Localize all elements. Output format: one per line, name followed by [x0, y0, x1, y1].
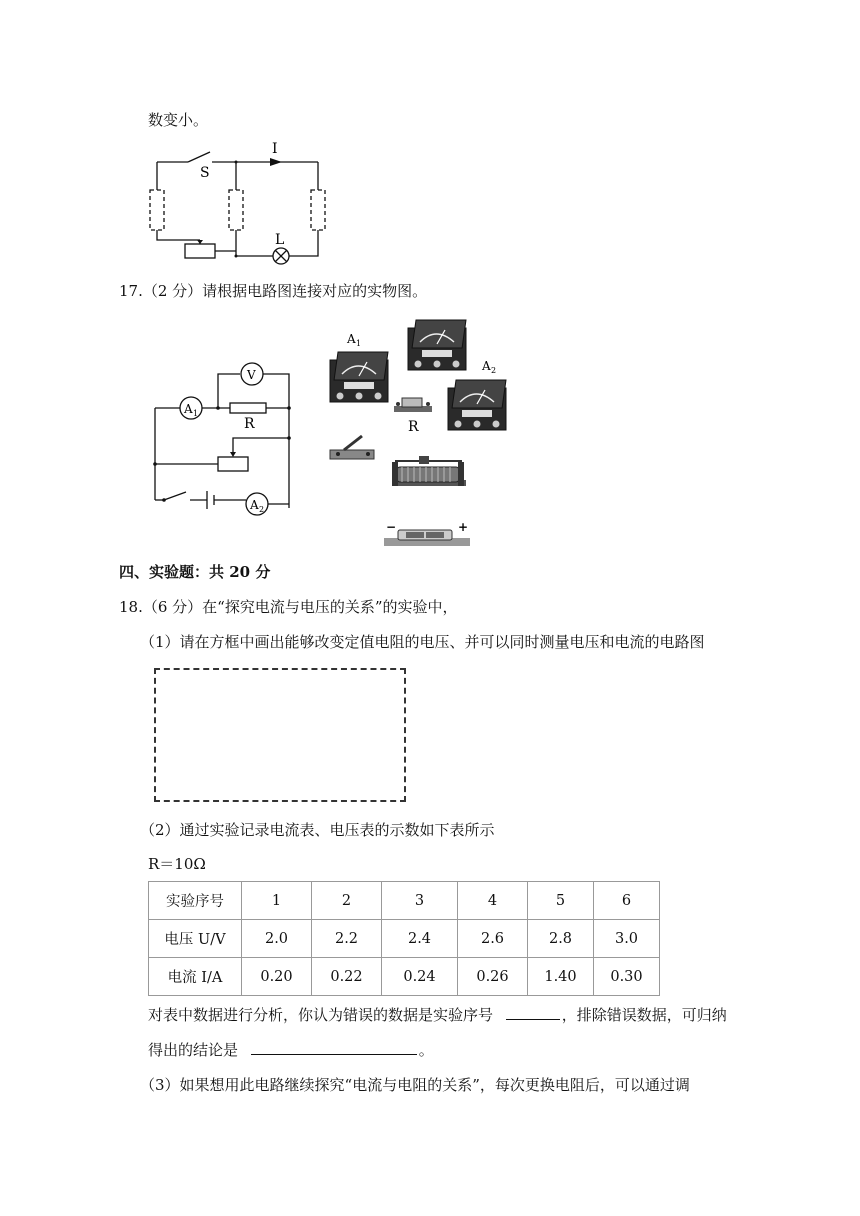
table-row — [149, 958, 660, 996]
table-cell: 2.8 — [528, 920, 594, 958]
table-cell: 0.22 — [312, 958, 382, 996]
q18-analysis-text-a: 对表中数据进行分析，你认为错误的数据是实验序号 — [148, 1006, 494, 1024]
table-cell: 2.2 — [312, 920, 382, 958]
table-cell: 0.20 — [242, 958, 312, 996]
photo-resistor-label: R — [408, 419, 419, 435]
q18-analysis-line — [148, 1005, 727, 1025]
q17-physical-components — [320, 312, 530, 550]
answer-blank-conclusion[interactable] — [251, 1040, 417, 1055]
q18-header: 18.（6 分）在“探究电流与电压的关系”的实验中， — [119, 598, 458, 616]
table-cell: 电流 I/A — [149, 958, 242, 996]
q17-ammeter1-sub: 1 — [193, 409, 199, 418]
q18-conclusion-text-a: 得出的结论是 — [148, 1041, 239, 1059]
table-cell: 电压 U/V — [149, 920, 242, 958]
q18-r-value: R＝10Ω — [148, 855, 206, 873]
table-cell: 3 — [382, 882, 458, 920]
q18-conclusion-line — [148, 1040, 434, 1060]
q17-header: 17.（2 分）请根据电路图连接对应的实物图。 — [119, 282, 428, 300]
table-row — [149, 920, 660, 958]
answer-drawing-box[interactable] — [154, 668, 406, 802]
table-cell: 0.30 — [594, 958, 660, 996]
q16-tail-text: 数变小。 — [148, 111, 209, 129]
table-cell: 0.24 — [382, 958, 458, 996]
q17-ammeter2-label: A — [250, 498, 259, 512]
q18-part1: （1）请在方框中画出能够改变定值电阻的电压、并可以同时测量电压和电流的电路图 — [140, 633, 705, 651]
table-cell: 1 — [242, 882, 312, 920]
q17-ammeter2-sub: 2 — [259, 505, 265, 514]
table-cell: 5 — [528, 882, 594, 920]
table-cell: 1.40 — [528, 958, 594, 996]
table-row — [149, 882, 660, 920]
photo-ammeter2-sub: 2 — [491, 366, 497, 375]
answer-blank-serial[interactable] — [506, 1005, 560, 1020]
photo-ammeter2-label: A — [482, 359, 491, 373]
q17-voltmeter-label: V — [247, 368, 256, 382]
table-cell: 2 — [312, 882, 382, 920]
table-cell: 实验序号 — [149, 882, 242, 920]
rheostat-photo-icon — [392, 456, 466, 486]
voltmeter-photo-icon — [408, 320, 466, 370]
data-table — [148, 881, 660, 996]
q16-lamp-label: L — [275, 232, 285, 248]
photo-battery-plus: + — [458, 520, 469, 534]
ammeter-a2-photo-icon — [448, 380, 506, 430]
resistor-photo-icon — [394, 398, 432, 412]
table-cell: 6 — [594, 882, 660, 920]
table-cell: 3.0 — [594, 920, 660, 958]
switch-photo-icon — [330, 436, 374, 459]
table-cell: 2.6 — [458, 920, 528, 958]
photo-ammeter1-label: A — [347, 332, 356, 346]
q17-ammeter1-label: A — [184, 402, 193, 416]
q17-resistor-label: R — [244, 416, 255, 432]
ammeter-a1-photo-icon — [330, 352, 388, 402]
photo-battery-minus: − — [386, 520, 397, 534]
table-cell: 2.0 — [242, 920, 312, 958]
q16-switch-label: S — [200, 165, 210, 181]
q16-circuit-diagram — [140, 140, 340, 270]
table-cell: 0.26 — [458, 958, 528, 996]
table-cell: 4 — [458, 882, 528, 920]
table-cell: 2.4 — [382, 920, 458, 958]
section-4-title: 四、实验题：共 20 分 — [119, 563, 271, 581]
photo-ammeter1-sub: 1 — [356, 339, 362, 348]
q18-conclusion-text-b: 。 — [418, 1041, 434, 1059]
q18-part3: （3）如果想用此电路继续探究“电流与电阻的关系”，每次更换电阻后，可以通过调 — [140, 1076, 690, 1094]
q17-schematic — [150, 355, 300, 525]
q16-current-label: I — [272, 141, 278, 157]
q18-part2: （2）通过实验记录电流表、电压表的示数如下表所示 — [140, 821, 495, 839]
q18-analysis-text-b: ，排除错误数据，可归纳 — [561, 1006, 727, 1024]
